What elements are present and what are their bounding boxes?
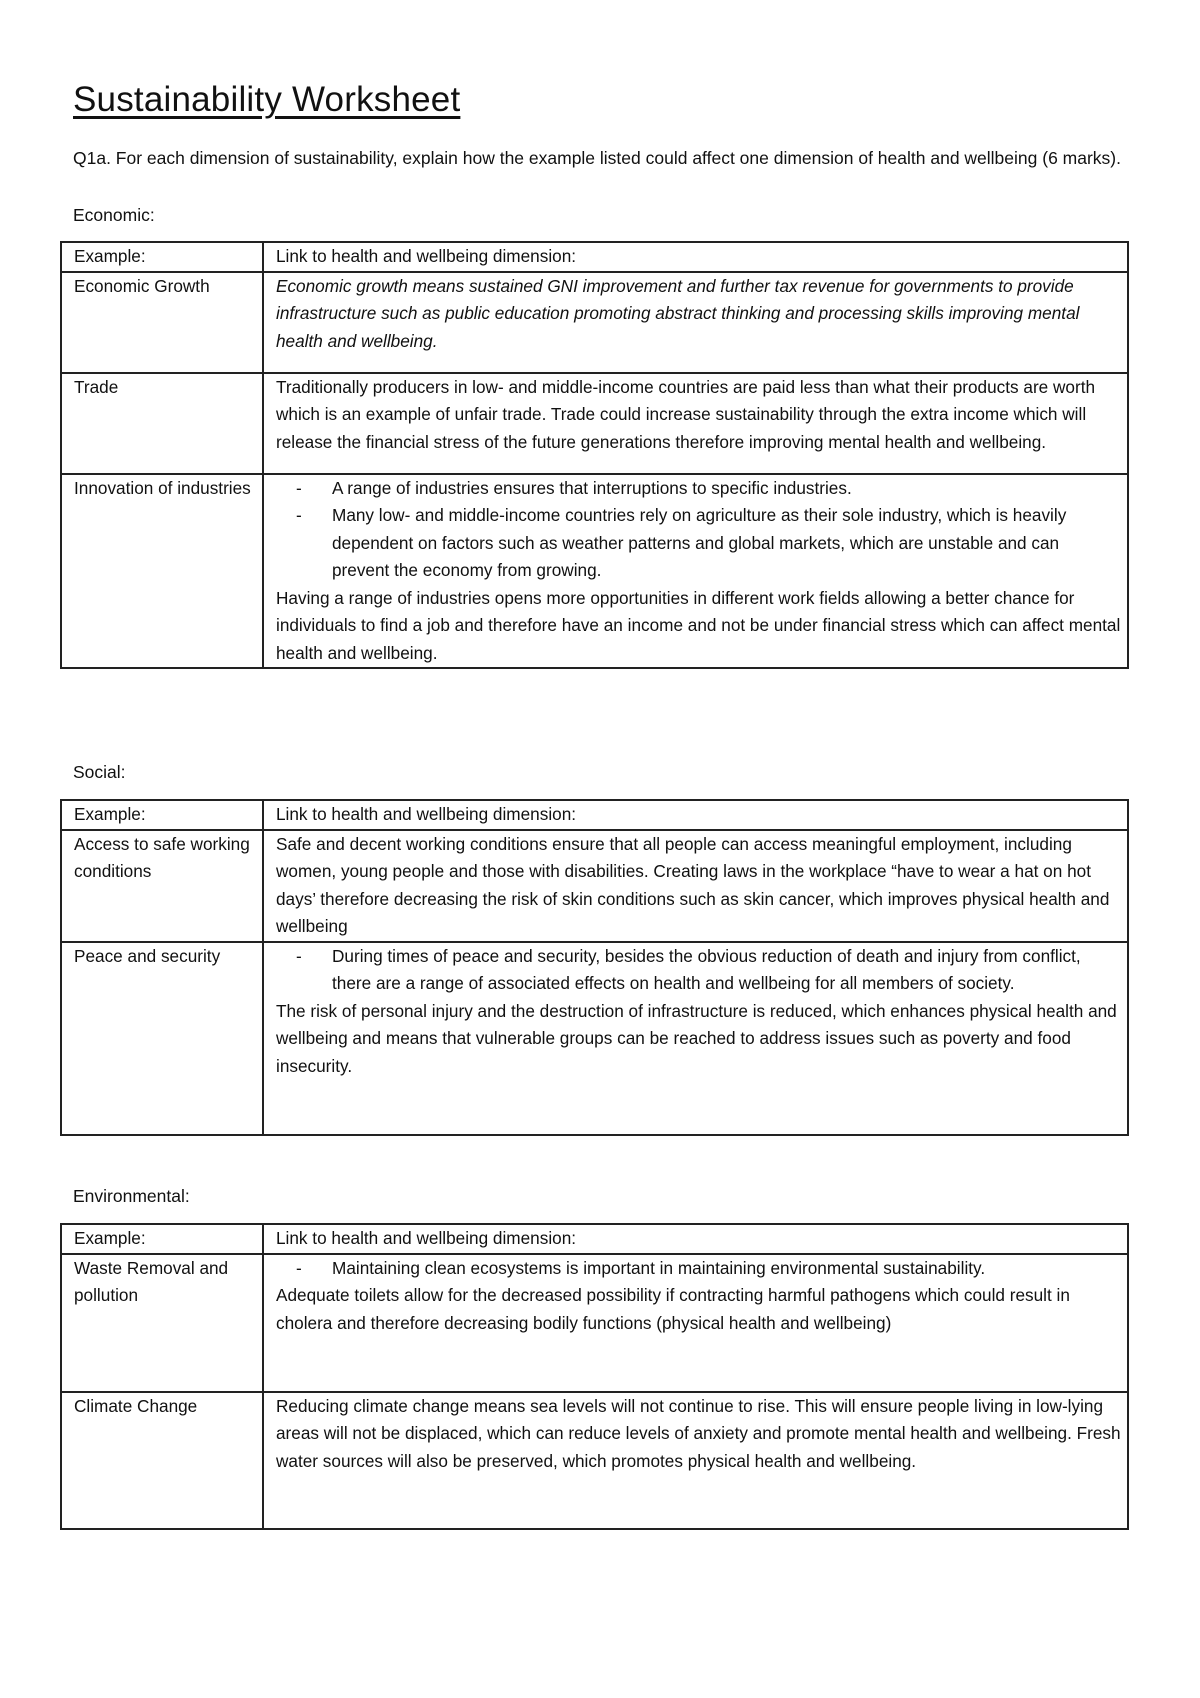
bullet-list bbox=[276, 943, 1121, 998]
bullet-list bbox=[276, 475, 1121, 585]
example-header: Example: bbox=[61, 1224, 263, 1254]
bullet-item: - During times of peace and security, besides the obvious reduction of death and injury from conflict, there are a range of associated effects on health and wellbeing for all members of society. bbox=[332, 943, 1121, 998]
table-header-row bbox=[61, 1224, 1128, 1254]
link-cell bbox=[263, 942, 1128, 1135]
link-header: Link to health and wellbeing dimension: bbox=[263, 1224, 1128, 1254]
example-header: Example: bbox=[61, 800, 263, 830]
page-title: Sustainability Worksheet bbox=[73, 80, 461, 119]
link-cell: Reducing climate change means sea levels will not continue to rise. This will ensure people living in low-lying areas will not be displaced, which can reduce levels of anxiety and promote mental health and wellbeing. Fresh water sources will also be preserved, which promotes physical health and wellbeing. bbox=[263, 1392, 1128, 1529]
example-cell: Economic Growth bbox=[61, 272, 263, 373]
example-cell: Peace and security bbox=[61, 942, 263, 1135]
table-row bbox=[61, 272, 1128, 373]
example-cell: Waste Removal and pollution bbox=[61, 1254, 263, 1392]
example-header: Example: bbox=[61, 242, 263, 272]
environmental-table bbox=[60, 1223, 1129, 1530]
table-header-row bbox=[61, 800, 1128, 830]
social-section-label: Social: bbox=[73, 762, 126, 782]
link-paragraph: Adequate toilets allow for the decreased possibility if contracting harmful pathogens which could result in cholera and therefore decreasing bodily functions (physical health and wellbeing) bbox=[276, 1285, 1070, 1333]
link-paragraph: The risk of personal injury and the destruction of infrastructure is reduced, which enhances physical health and wellbeing and means that vulnerable groups can be reached to address issues such as poverty and food insecurity. bbox=[276, 1000, 1117, 1076]
link-cell bbox=[263, 474, 1128, 669]
table-header-row bbox=[61, 242, 1128, 272]
link-cell: Traditionally producers in low- and middle-income countries are paid less than what their products are worth which is an example of unfair trade. Trade could increase sustainability through the extra income which will release the financial stress of the future generations therefore improving mental health and wellbeing. bbox=[263, 373, 1128, 474]
table-row bbox=[61, 1392, 1128, 1529]
social-table bbox=[60, 799, 1129, 1136]
link-paragraph: Having a range of industries opens more opportunities in different work fields allowing a better chance for individuals to find a job and therefore have an income and not be under financial stress which can affect mental health and wellbeing. bbox=[276, 587, 1121, 663]
link-cell bbox=[263, 1254, 1128, 1392]
economic-table bbox=[60, 241, 1129, 669]
link-header: Link to health and wellbeing dimension: bbox=[263, 800, 1128, 830]
example-cell: Climate Change bbox=[61, 1392, 263, 1529]
table-row bbox=[61, 830, 1128, 942]
table-row bbox=[61, 942, 1128, 1135]
link-header: Link to health and wellbeing dimension: bbox=[263, 242, 1128, 272]
example-cell: Innovation of industries bbox=[61, 474, 263, 669]
bullet-item: - Many low- and middle-income countries rely on agriculture as their sole industry, which is heavily dependent on factors such as weather patterns and global markets, which are unstable and can prevent the economy from growing. bbox=[332, 502, 1121, 585]
bullet-list bbox=[276, 1255, 1121, 1283]
example-cell: Access to safe working conditions bbox=[61, 830, 263, 942]
bullet-item: - Maintaining clean ecosystems is important in maintaining environmental sustainability. bbox=[332, 1255, 1121, 1283]
table-row bbox=[61, 1254, 1128, 1392]
example-cell: Trade bbox=[61, 373, 263, 474]
table-row bbox=[61, 474, 1128, 669]
economic-section-label: Economic: bbox=[73, 205, 155, 225]
link-cell: Economic growth means sustained GNI improvement and further tax revenue for governments to provide infrastructure such as public education promoting abstract thinking and processing skills improving mental health and wellbeing. bbox=[263, 272, 1128, 373]
link-cell: Safe and decent working conditions ensure that all people can access meaningful employment, including women, young people and those with disabilities. Creating laws in the workplace “have to wear a hat on hot days’ therefore decreasing the risk of skin conditions such as skin cancer, which improves physical health and wellbeing bbox=[263, 830, 1128, 942]
bullet-item: - A range of industries ensures that interruptions to specific industries. bbox=[332, 475, 1121, 503]
question-text: Q1a. For each dimension of sustainability, explain how the example listed could affect one dimension of health and wellbeing (6 marks). bbox=[73, 148, 1121, 168]
table-row bbox=[61, 373, 1128, 474]
environmental-section-label: Environmental: bbox=[73, 1186, 190, 1206]
